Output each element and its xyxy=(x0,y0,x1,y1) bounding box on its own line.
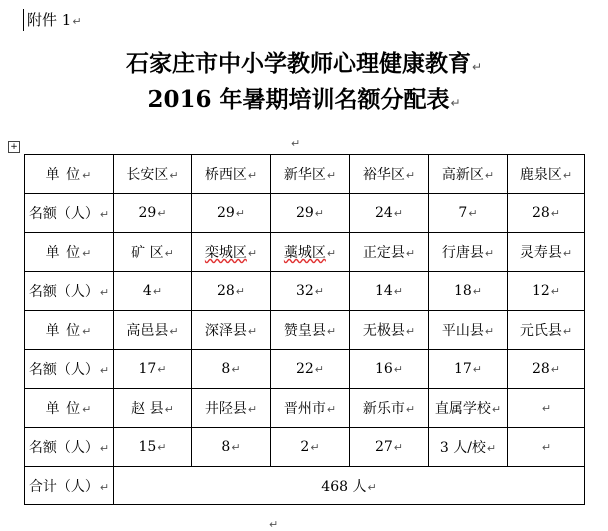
quota-cell-text: 8 xyxy=(221,439,231,455)
quota-cell-text: 28 xyxy=(216,283,235,299)
quota-cell-text: 16 xyxy=(374,361,393,377)
unit-cell xyxy=(192,311,271,350)
quota-cell xyxy=(114,272,192,311)
paragraph-mark: ↵ xyxy=(314,285,325,298)
paragraph-mark: ↵ xyxy=(550,363,561,376)
quota-cell xyxy=(350,194,429,233)
quota-cell xyxy=(271,272,350,311)
unit-header-cell xyxy=(25,233,114,272)
quota-cell-text: 14 xyxy=(374,283,393,299)
quota-cell xyxy=(350,428,429,467)
paragraph-mark: ↵ xyxy=(550,207,561,220)
paragraph-mark: ↵ xyxy=(169,169,179,182)
quota-header-cell xyxy=(25,272,114,311)
quota-cell xyxy=(192,194,271,233)
unit-cell xyxy=(429,311,508,350)
unit-cell-text: 裕华区 xyxy=(362,167,405,183)
quota-cell-text: 29 xyxy=(295,205,314,221)
paragraph-mark: ↵ xyxy=(82,403,93,416)
unit-cell-text: 鹿泉区 xyxy=(519,167,562,183)
paragraph-mark: ↵ xyxy=(405,403,416,416)
unit-cell xyxy=(350,389,429,428)
paragraph-mark: ↵ xyxy=(99,480,110,494)
paragraph-mark: ↵ xyxy=(541,441,552,454)
unit-header-cell xyxy=(25,389,114,428)
paragraph-mark: ↵ xyxy=(164,403,174,416)
quota-cell xyxy=(271,350,350,389)
table-row-quotas xyxy=(25,350,585,389)
unit-cell-text: 深泽县 xyxy=(204,323,247,339)
total-header-cell xyxy=(25,467,114,505)
paragraph-mark: ↵ xyxy=(314,207,325,220)
table-row-units xyxy=(25,389,585,428)
unit-cell-text: 井陉县 xyxy=(204,401,247,417)
quota-cell-text: 17 xyxy=(138,361,157,377)
paragraph-mark: ↵ xyxy=(472,285,483,298)
total-value-cell-text: 468 人 xyxy=(321,478,367,495)
paragraph-mark: ↵ xyxy=(326,247,337,260)
paragraph-mark: ↵ xyxy=(562,169,573,182)
quota-cell xyxy=(350,350,429,389)
table-row-quotas xyxy=(25,428,585,467)
unit-cell-text: 新乐市 xyxy=(362,401,405,417)
unit-cell xyxy=(350,155,429,194)
paragraph-mark: ↵ xyxy=(491,403,502,416)
paragraph-mark: ↵ xyxy=(468,207,478,220)
table-row-total xyxy=(25,467,585,505)
quota-cell xyxy=(508,272,585,311)
quota-cell xyxy=(429,428,508,467)
unit-cell-text: 灵寿县 xyxy=(519,245,562,261)
quota-header-cell xyxy=(25,194,114,233)
paragraph-mark: ↵ xyxy=(164,247,174,260)
unit-cell-text: 正定县 xyxy=(362,245,405,261)
paragraph-mark: ↵ xyxy=(405,169,416,182)
paragraph-mark: ↵ xyxy=(235,207,246,220)
unit-cell xyxy=(508,233,585,272)
total-header-cell-text: 合计（人） xyxy=(28,478,99,495)
paragraph-mark: ↵ xyxy=(367,480,377,494)
paragraph-mark: ↵ xyxy=(72,15,82,28)
quota-cell xyxy=(114,194,192,233)
paragraph-mark: ↵ xyxy=(393,207,404,220)
quota-cell xyxy=(508,428,585,467)
paragraph-mark: ↵ xyxy=(247,247,258,260)
quota-cell-text: 2 xyxy=(300,439,310,455)
quota-cell-text: 28 xyxy=(531,361,550,377)
quota-cell-text: 29 xyxy=(216,205,235,221)
paragraph-mark: ↵ xyxy=(562,247,573,260)
paragraph-mark: ↵ xyxy=(450,96,461,110)
unit-header-cell xyxy=(25,311,114,350)
quota-header-cell-text: 名额（人） xyxy=(28,440,99,456)
table-row-units xyxy=(25,233,585,272)
paragraph-mark: ↵ xyxy=(82,247,93,260)
paragraph-mark: ↵ xyxy=(99,208,110,221)
unit-cell xyxy=(114,233,192,272)
unit-header-cell-text: 单 位 xyxy=(45,323,82,339)
quota-cell-text: 4 xyxy=(142,283,152,299)
unit-cell-text: 藁城区 xyxy=(283,245,326,261)
unit-cell-text: 高新区 xyxy=(441,167,484,183)
paragraph-mark: ↵ xyxy=(405,247,416,260)
unit-header-cell-text: 单 位 xyxy=(45,167,82,183)
unit-cell-text: 晋州市 xyxy=(283,401,326,417)
quota-cell xyxy=(429,272,508,311)
paragraph-mark: ↵ xyxy=(405,325,416,338)
unit-cell xyxy=(429,233,508,272)
quota-cell-text: 8 xyxy=(221,361,231,377)
paragraph-mark: ↵ xyxy=(472,363,483,376)
unit-cell xyxy=(271,389,350,428)
quota-cell-text: 18 xyxy=(453,283,472,299)
quota-cell-text: 29 xyxy=(138,205,157,221)
paragraph-mark: ↵ xyxy=(269,518,279,531)
table-row-units xyxy=(25,311,585,350)
document-title-line2: 2016 年暑期培训名额分配表↵ xyxy=(147,86,461,113)
quota-cell xyxy=(114,350,192,389)
paragraph-mark: ↵ xyxy=(326,169,337,182)
quota-table xyxy=(24,154,585,505)
unit-cell xyxy=(508,155,585,194)
paragraph-mark: ↵ xyxy=(235,285,246,298)
paragraph-mark: ↵ xyxy=(326,403,337,416)
unit-cell-text: 赵 县 xyxy=(131,401,164,417)
unit-cell xyxy=(114,389,192,428)
paragraph-mark: ↵ xyxy=(314,363,325,376)
attachment-label: 附件 1↵ xyxy=(27,11,82,29)
paragraph-mark: ↵ xyxy=(393,363,404,376)
quota-cell-text: 12 xyxy=(531,283,550,299)
paragraph-mark: ↵ xyxy=(541,402,552,415)
quota-cell-text: 22 xyxy=(295,361,314,377)
paragraph-mark: ↵ xyxy=(486,442,497,455)
unit-cell xyxy=(508,311,585,350)
paragraph-mark: ↵ xyxy=(550,285,561,298)
quota-cell xyxy=(508,350,585,389)
unit-cell xyxy=(114,155,192,194)
quota-cell xyxy=(271,428,350,467)
paragraph-mark: ↵ xyxy=(82,169,93,182)
unit-cell xyxy=(271,155,350,194)
unit-cell xyxy=(192,389,271,428)
quota-cell xyxy=(429,194,508,233)
paragraph-mark: ↵ xyxy=(326,325,337,338)
unit-cell-text: 栾城区 xyxy=(204,245,247,261)
table-row-quotas xyxy=(25,272,585,311)
quota-header-cell-text: 名额（人） xyxy=(28,284,99,300)
paragraph-mark: ↵ xyxy=(82,325,93,338)
quota-cell-text: 32 xyxy=(295,283,314,299)
paragraph-mark: ↵ xyxy=(247,169,258,182)
paragraph-mark: ↵ xyxy=(169,325,179,338)
unit-cell-text: 高邑县 xyxy=(126,323,169,339)
unit-header-cell-text: 单 位 xyxy=(45,245,82,261)
paragraph-mark: ↵ xyxy=(291,137,301,150)
paragraph-mark: ↵ xyxy=(393,441,404,454)
unit-cell-text: 赞皇县 xyxy=(283,323,326,339)
quota-cell-text: 7 xyxy=(458,205,468,221)
document-title-line1: 石家庄市中小学教师心理健康教育↵ xyxy=(125,50,483,77)
unit-cell xyxy=(192,233,271,272)
paragraph-mark: ↵ xyxy=(247,403,258,416)
table-row-units xyxy=(25,155,585,194)
table-row-quotas xyxy=(25,194,585,233)
paragraph-mark: ↵ xyxy=(393,285,404,298)
unit-cell xyxy=(350,311,429,350)
quota-cell xyxy=(271,194,350,233)
paragraph-mark: ↵ xyxy=(99,364,110,377)
unit-cell-text: 平山县 xyxy=(441,323,484,339)
unit-cell-text: 无极县 xyxy=(362,323,405,339)
unit-cell xyxy=(192,155,271,194)
paragraph-mark: ↵ xyxy=(310,441,320,454)
unit-cell-text: 元氏县 xyxy=(519,323,562,339)
unit-cell xyxy=(508,389,585,428)
quota-cell xyxy=(508,194,585,233)
quota-header-cell-text: 名额（人） xyxy=(28,362,99,378)
paragraph-mark: ↵ xyxy=(157,363,167,376)
quota-cell-text: 27 xyxy=(374,439,393,455)
quota-header-cell xyxy=(25,428,114,467)
unit-cell xyxy=(114,311,192,350)
quota-cell-text: 28 xyxy=(531,205,550,221)
quota-header-cell xyxy=(25,350,114,389)
paragraph-mark: ↵ xyxy=(152,285,163,298)
paragraph-mark: ↵ xyxy=(157,441,167,454)
paragraph-mark: ↵ xyxy=(562,325,573,338)
paragraph-mark: ↵ xyxy=(247,325,258,338)
quota-cell xyxy=(429,350,508,389)
quota-cell xyxy=(192,428,271,467)
unit-cell-text: 桥西区 xyxy=(204,167,247,183)
paragraph-mark: ↵ xyxy=(484,325,495,338)
unit-cell-text: 直属学校 xyxy=(434,401,491,417)
quota-cell-text: 24 xyxy=(374,205,393,221)
paragraph-mark: ↵ xyxy=(471,60,483,74)
unit-cell-text: 矿 区 xyxy=(131,245,164,261)
unit-cell xyxy=(429,389,508,428)
unit-cell-text: 行唐县 xyxy=(441,245,484,261)
unit-cell xyxy=(271,311,350,350)
unit-cell xyxy=(429,155,508,194)
quota-cell xyxy=(350,272,429,311)
quota-header-cell-text: 名额（人） xyxy=(28,206,99,222)
text-cursor xyxy=(23,9,24,31)
unit-cell xyxy=(350,233,429,272)
quota-cell-text: 3 人/校 xyxy=(439,440,486,456)
total-value-cell xyxy=(114,467,585,505)
paragraph-mark: ↵ xyxy=(484,169,495,182)
unit-header-cell-text: 单 位 xyxy=(45,401,82,417)
quota-cell xyxy=(114,428,192,467)
quota-cell-text: 17 xyxy=(453,361,472,377)
paragraph-mark: ↵ xyxy=(157,207,167,220)
paragraph-mark: ↵ xyxy=(99,286,110,299)
paragraph-mark: ↵ xyxy=(99,442,110,455)
unit-cell-text: 新华区 xyxy=(283,167,326,183)
paragraph-mark: ↵ xyxy=(231,363,241,376)
unit-cell-text: 长安区 xyxy=(126,167,169,183)
unit-header-cell xyxy=(25,155,114,194)
move-handle-icon[interactable]: + xyxy=(8,141,20,153)
quota-cell xyxy=(192,350,271,389)
quota-cell-text: 15 xyxy=(138,439,157,455)
paragraph-mark: ↵ xyxy=(484,247,495,260)
unit-cell xyxy=(271,233,350,272)
paragraph-mark: ↵ xyxy=(231,441,241,454)
quota-cell xyxy=(192,272,271,311)
